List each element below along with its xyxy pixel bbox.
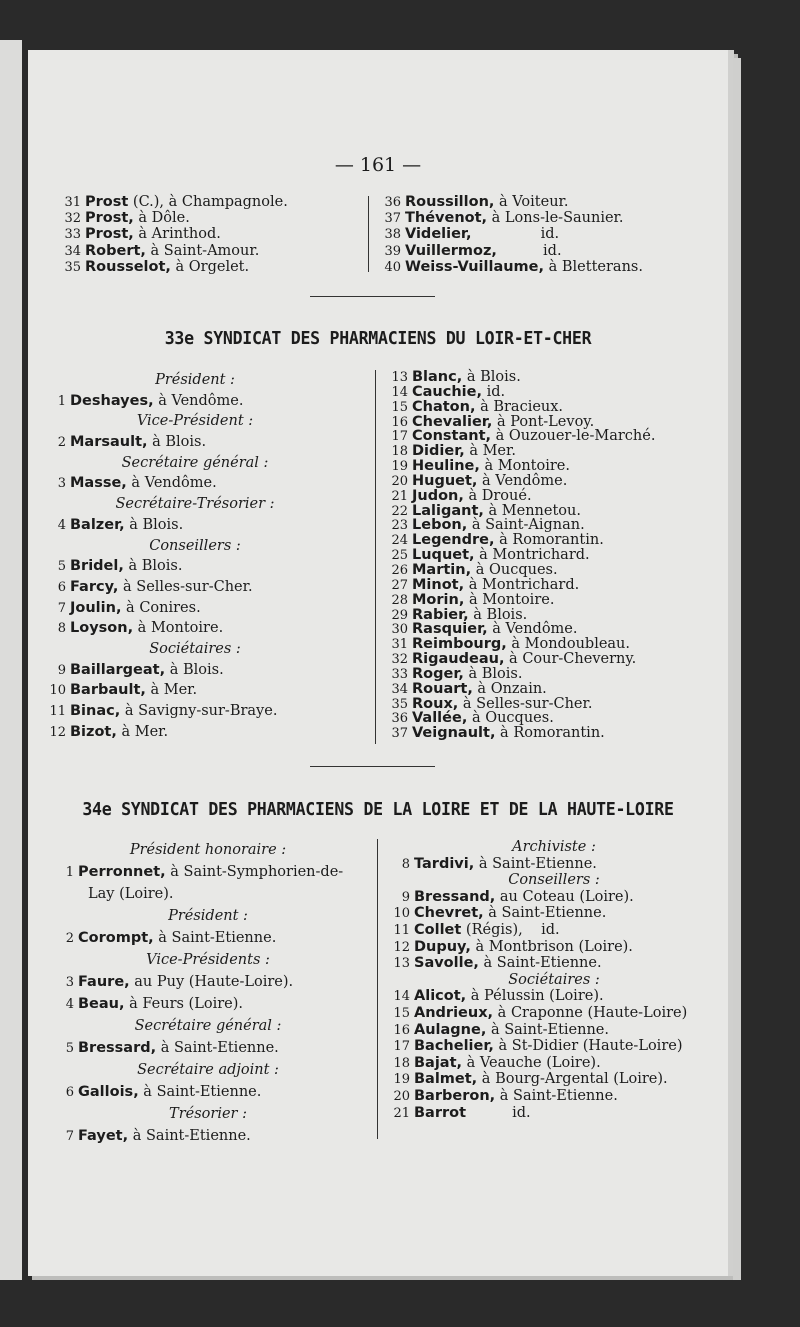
- member-location: à Veauche (Loire).: [462, 1054, 601, 1071]
- facing-page-edge: [0, 40, 22, 1280]
- member-name: Rouart,: [412, 680, 473, 697]
- member-location: à Saint-Aignan.: [467, 517, 585, 534]
- member-location: à Bletterans.: [544, 258, 643, 275]
- section-34-heading: 34e SYNDICAT DES PHARMACIENS DE LA LOIRE ET DE LA HAUTE-LOIRE: [82, 799, 674, 820]
- member-location: à Craponne (Haute-Loire): [493, 1004, 688, 1021]
- member-name: Heuline,: [412, 458, 480, 475]
- role-heading: Secrétaire-Trésorier :: [115, 496, 275, 513]
- member-location: à Vendôme.: [487, 621, 578, 638]
- member-name: Thévenot,: [405, 210, 488, 227]
- member-name: Savolle,: [414, 955, 479, 972]
- entry-number: 10: [393, 906, 410, 922]
- member-name: Prost,: [85, 210, 134, 227]
- member-entry: [40, 598, 350, 619]
- member-location: à Pont-Levoy.: [492, 413, 595, 430]
- member-entry: [48, 1037, 368, 1059]
- member-location: à Saint-Amour.: [145, 242, 260, 259]
- entry-number: 28: [391, 592, 408, 608]
- entry-number: 17: [391, 429, 408, 445]
- member-entry: [384, 1005, 724, 1022]
- entry-number: 31: [391, 637, 408, 653]
- entry-number: 21: [391, 488, 408, 504]
- entry-number: 12: [393, 939, 410, 955]
- entry-number: 20: [393, 1088, 410, 1104]
- member-location: à Mer.: [464, 443, 516, 460]
- member-location: à Lons-le-Saunier.: [487, 210, 624, 227]
- entry-number: 16: [391, 414, 408, 430]
- member-entry: [40, 618, 350, 639]
- entry-number: 7: [57, 600, 66, 616]
- member-name: Tardivi,: [414, 855, 475, 872]
- member-entry: [40, 660, 350, 681]
- member-entry: [55, 226, 365, 242]
- member-name: Prost,: [85, 226, 134, 243]
- member-entry: [384, 856, 724, 873]
- member-location: à Saint-Etienne.: [474, 855, 597, 872]
- member-location: à Romorantin.: [494, 532, 604, 549]
- member-entry: [40, 722, 350, 743]
- member-entry: [382, 726, 722, 741]
- column-divider: [368, 196, 369, 272]
- member-location: à Onzain.: [472, 680, 547, 697]
- member-name: Laligant,: [412, 502, 484, 519]
- member-location: à Blois.: [124, 516, 184, 533]
- member-location: à Saint-Etienne.: [153, 930, 277, 946]
- member-name: Blanc,: [412, 369, 463, 385]
- entry-number: 3: [57, 476, 66, 492]
- member-location: à Blois.: [462, 369, 521, 385]
- member-name: Didier,: [412, 443, 465, 460]
- member-name: Fayet,: [78, 1128, 129, 1144]
- entry-number: 8: [401, 856, 410, 872]
- member-name: Vuillermoz,: [405, 242, 497, 259]
- entry-number: 35: [391, 696, 408, 712]
- member-location: à St-Didier (Haute-Loire): [493, 1038, 683, 1055]
- page-edge: [733, 58, 741, 1280]
- member-entry: [48, 971, 368, 993]
- member-entry: [384, 1088, 724, 1105]
- member-name: Alicot,: [414, 988, 467, 1005]
- entry-number: 23: [391, 518, 408, 534]
- entry-number: 15: [393, 1005, 410, 1021]
- member-location: à Mer.: [145, 682, 198, 699]
- member-entry: [55, 259, 365, 275]
- member-location: à Bourg-Argental (Loire).: [477, 1071, 668, 1088]
- entry-number: 27: [391, 577, 408, 593]
- member-entry: [55, 243, 365, 259]
- member-location: à Selles-sur-Cher.: [458, 695, 593, 712]
- entry-number: 32: [391, 652, 408, 668]
- member-name: Reimbourg,: [412, 636, 507, 653]
- role-heading: Secrétaire général :: [121, 454, 269, 471]
- member-location: à Blois.: [165, 661, 224, 678]
- member-location: à Oucques.: [471, 561, 558, 578]
- member-location: à Vendôme.: [153, 392, 244, 409]
- entry-number: 21: [393, 1105, 410, 1121]
- member-entry: [382, 548, 722, 563]
- member-name: Binac,: [70, 703, 121, 719]
- member-name: Legendre,: [412, 532, 495, 549]
- role-heading: Vice-Président :: [136, 413, 254, 430]
- member-location: au Puy (Haute-Loire).: [129, 974, 294, 990]
- entry-number: 38: [384, 227, 401, 243]
- member-location: à Saint-Etienne.: [486, 1021, 610, 1038]
- member-location: à Vendôme.: [477, 472, 568, 489]
- member-location: à Blois.: [468, 606, 528, 623]
- member-entry: [382, 637, 722, 652]
- member-location: à Saint-Etienne.: [138, 1084, 262, 1100]
- member-location: à Montoire.: [464, 591, 555, 608]
- member-entry: [382, 667, 722, 682]
- section-34-left-column: [48, 839, 368, 1147]
- member-location: à Mondoubleau.: [506, 636, 631, 653]
- role-heading: Président :: [155, 372, 235, 388]
- member-entry: [382, 429, 722, 444]
- member-entry: [384, 1022, 724, 1039]
- member-entry: [384, 1071, 724, 1088]
- entry-number: 24: [391, 533, 408, 549]
- member-location: à Arinthod.: [133, 226, 221, 243]
- member-name: Dupuy,: [414, 938, 471, 955]
- member-location: à Orgelet.: [170, 258, 250, 275]
- section-rule: [310, 296, 435, 297]
- member-name: Bachelier,: [414, 1038, 494, 1055]
- entry-number: 32: [64, 211, 81, 227]
- role-heading: Conseillers :: [149, 537, 241, 554]
- member-location: à Mennetou.: [483, 502, 581, 519]
- entry-number: 37: [391, 726, 408, 742]
- member-entry: [48, 927, 368, 949]
- member-name: Marsault,: [70, 434, 148, 451]
- member-name: Prost: [85, 194, 129, 210]
- entry-number: 26: [391, 562, 408, 578]
- entry-number: 29: [391, 607, 408, 623]
- member-entry: [40, 515, 350, 536]
- member-name: Morin,: [412, 591, 465, 608]
- entry-number: 36: [391, 711, 408, 727]
- entry-number: 6: [65, 1085, 74, 1100]
- member-name: Veignault,: [412, 725, 496, 742]
- entry-number: 6: [57, 579, 66, 595]
- entry-number: 25: [391, 548, 408, 564]
- member-entry: [384, 1038, 724, 1055]
- member-name: Rasquier,: [412, 621, 488, 638]
- member-name: Deshayes,: [70, 392, 154, 409]
- member-location: id.: [496, 242, 562, 259]
- entry-number: 40: [384, 259, 401, 275]
- entry-number: 19: [391, 459, 408, 475]
- member-location: à Saint-Etienne.: [495, 1087, 618, 1104]
- entry-number: 3: [65, 975, 74, 990]
- entry-number: 18: [391, 444, 408, 460]
- role-heading: Conseillers :: [508, 872, 600, 889]
- entry-number: 33: [391, 666, 408, 682]
- member-location: à Vendôme.: [126, 475, 217, 492]
- member-name: Vallée,: [412, 710, 468, 727]
- member-name: Chevret,: [414, 905, 484, 922]
- member-name: Beau,: [78, 996, 125, 1012]
- member-location: à Saint-Etienne.: [478, 955, 602, 972]
- entry-number: 18: [393, 1055, 410, 1071]
- member-name: Farcy,: [70, 578, 119, 595]
- member-entry: [375, 210, 715, 226]
- entry-continuation: Lay (Loire).: [88, 886, 174, 902]
- member-entry: [384, 889, 724, 906]
- member-entry: [384, 955, 724, 972]
- member-name: Videlier,: [405, 226, 472, 243]
- member-location: à Ouzouer-le-Marché.: [491, 428, 656, 445]
- member-entry: [40, 391, 350, 412]
- member-location: à Feurs (Loire).: [124, 996, 243, 1012]
- member-location: à Montbrison (Loire).: [470, 938, 633, 955]
- member-entry: [382, 578, 722, 593]
- member-entry: [382, 444, 722, 459]
- role-heading: Sociétaires :: [149, 640, 241, 657]
- member-name: Joulin,: [70, 599, 122, 616]
- role-heading: Trésorier :: [169, 1106, 247, 1122]
- member-name: Bajat,: [414, 1054, 463, 1071]
- entry-number: 14: [393, 989, 410, 1005]
- member-name: Weiss-Vuillaume,: [405, 258, 545, 275]
- member-entry: [48, 861, 368, 883]
- member-name: Gallois,: [78, 1084, 139, 1100]
- member-location: à Conires.: [121, 599, 201, 616]
- member-name: Luquet,: [412, 547, 475, 564]
- entry-number: 11: [393, 922, 410, 938]
- member-name: Minot,: [412, 576, 465, 593]
- member-entry: [48, 1081, 368, 1103]
- member-location: à Saint-Etienne.: [483, 905, 607, 922]
- entry-number: 11: [49, 704, 66, 719]
- entry-number: 8: [57, 621, 66, 637]
- member-location: à Pélussin (Loire).: [466, 988, 604, 1005]
- member-entry: [382, 400, 722, 415]
- member-entry: [384, 905, 724, 922]
- member-entry: [382, 682, 722, 697]
- member-name: Baillargeat,: [70, 661, 166, 678]
- member-name: Barbault,: [70, 682, 146, 699]
- member-location: à Blois.: [123, 558, 183, 575]
- entry-number: 1: [65, 865, 74, 880]
- member-name: Faure,: [78, 974, 130, 990]
- member-entry: [382, 370, 722, 385]
- member-name: Roussillon,: [405, 194, 495, 210]
- section-33-heading: 33e SYNDICAT DES PHARMACIENS DU LOIR-ET-CHER: [164, 328, 592, 349]
- member-name: Chevalier,: [412, 413, 493, 430]
- entry-number: 36: [384, 195, 401, 210]
- member-location: à Saint-Symphorien-de-: [165, 864, 344, 880]
- entry-number: 9: [401, 889, 410, 905]
- entry-number: 35: [64, 259, 81, 275]
- entry-number: 13: [391, 370, 408, 385]
- member-name: Balmet,: [414, 1071, 478, 1088]
- entry-number: 30: [391, 622, 408, 638]
- member-name: Barberon,: [414, 1087, 496, 1104]
- top-right-column: [375, 194, 715, 275]
- entry-number: 1: [57, 393, 66, 409]
- member-location: à Bracieux.: [475, 398, 564, 415]
- member-location: à Saint-Etienne.: [128, 1128, 251, 1144]
- member-location: id.: [471, 226, 560, 243]
- role-heading: Président honoraire :: [129, 842, 287, 858]
- member-entry: [384, 1105, 724, 1122]
- member-entry: [384, 922, 724, 939]
- member-entry: [48, 1125, 368, 1147]
- member-location: à Montrichard.: [464, 576, 580, 593]
- member-name: Martin,: [412, 561, 472, 578]
- section-rule: [310, 766, 435, 767]
- member-entry: [40, 556, 350, 577]
- member-name: Roux,: [412, 695, 459, 712]
- member-entry: [375, 259, 715, 275]
- entry-number: 9: [57, 662, 66, 678]
- member-entry: [384, 1055, 724, 1072]
- member-name: Bressand,: [414, 888, 496, 905]
- section-33-left-column: [40, 370, 350, 742]
- member-location: (Régis), id.: [461, 921, 560, 938]
- member-entry: [55, 210, 365, 226]
- entry-number: 5: [65, 1041, 74, 1056]
- member-entry: [382, 652, 722, 667]
- member-location: à Selles-sur-Cher.: [118, 578, 253, 595]
- entry-number: 15: [391, 399, 408, 415]
- member-name: Constant,: [412, 428, 492, 445]
- entry-number: 4: [65, 997, 74, 1012]
- column-divider: [377, 839, 378, 1139]
- role-heading: Président :: [168, 908, 248, 924]
- member-name: Balzer,: [70, 516, 125, 533]
- member-location: à Voiteur.: [494, 194, 569, 210]
- member-location: à Montoire.: [133, 620, 224, 637]
- member-location: à Dôle.: [133, 210, 190, 227]
- entry-number: 33: [64, 227, 81, 243]
- entry-number: 13: [393, 956, 410, 972]
- member-entry: [40, 577, 350, 598]
- member-entry: [382, 593, 722, 608]
- member-entry: [40, 473, 350, 494]
- entry-number: 39: [384, 243, 401, 259]
- member-location: à Montrichard.: [474, 547, 590, 564]
- role-heading: Secrétaire général :: [134, 1018, 282, 1034]
- entry-number: 4: [57, 517, 66, 533]
- member-entry: [375, 243, 715, 259]
- member-entry: [382, 533, 722, 548]
- member-name: Rousselot,: [85, 258, 171, 275]
- entry-number: 10: [49, 683, 66, 699]
- entry-number: 19: [393, 1072, 410, 1088]
- role-heading: Secrétaire adjoint :: [137, 1062, 279, 1078]
- member-name: Aulagne,: [414, 1021, 487, 1038]
- role-heading: Vice-Présidents :: [146, 952, 270, 968]
- member-name: Bridel,: [70, 558, 124, 575]
- member-location: (C.), à Champagnole.: [128, 194, 288, 210]
- member-location: id.: [481, 383, 506, 400]
- member-name: Loyson,: [70, 620, 134, 637]
- member-location: à Oucques.: [467, 710, 554, 727]
- entry-number: 31: [64, 195, 81, 210]
- member-entry: [375, 226, 715, 242]
- member-entry: [40, 701, 350, 722]
- entry-number: 37: [384, 211, 401, 227]
- member-name: Bressard,: [78, 1040, 157, 1056]
- member-entry: [382, 385, 722, 400]
- member-entry: [382, 563, 722, 578]
- member-location: à Droué.: [463, 487, 532, 504]
- member-entry: [384, 988, 724, 1005]
- role-heading: Sociétaires :: [508, 971, 600, 988]
- member-location: à Romorantin.: [495, 725, 605, 742]
- entry-number: 14: [391, 384, 408, 400]
- member-location: à Saint-Etienne.: [156, 1040, 279, 1056]
- member-entry: [40, 680, 350, 701]
- member-entry: [48, 993, 368, 1015]
- column-divider: [375, 370, 376, 744]
- entry-number: 20: [391, 473, 408, 489]
- member-name: Huguet,: [412, 472, 478, 489]
- member-location: à Cour-Cheverny.: [504, 651, 637, 668]
- page-number: — 161 —: [334, 154, 422, 176]
- entry-number: 5: [57, 559, 66, 575]
- member-entry: [382, 622, 722, 637]
- entry-number: 34: [64, 243, 81, 259]
- section-34-right-column: [384, 839, 724, 1121]
- member-name: Perronnet,: [78, 864, 166, 880]
- member-name: Chaton,: [412, 398, 476, 415]
- member-location: à Montoire.: [479, 458, 571, 475]
- top-left-column: [55, 194, 365, 275]
- entry-number: 2: [57, 435, 66, 451]
- member-name: Lebon,: [412, 517, 468, 534]
- section-33-right-column: [382, 370, 722, 741]
- member-entry: [382, 489, 722, 504]
- member-name: Andrieux,: [414, 1004, 494, 1021]
- role-heading: Archiviste :: [512, 839, 596, 855]
- entry-number: 2: [65, 931, 74, 946]
- member-location: à Blois.: [463, 665, 523, 682]
- member-name: Robert,: [85, 242, 146, 259]
- member-location: au Coteau (Loire).: [495, 888, 634, 905]
- member-name: Masse,: [70, 475, 127, 492]
- member-entry: [40, 432, 350, 453]
- member-name: Cauchie,: [412, 383, 482, 400]
- member-name: Roger,: [412, 665, 464, 682]
- member-location: id.: [466, 1104, 531, 1121]
- entry-number: 17: [393, 1039, 410, 1055]
- member-entry: [382, 459, 722, 474]
- member-name: Bizot,: [70, 723, 117, 740]
- member-entry: [375, 194, 715, 210]
- member-name: Collet: [414, 921, 462, 938]
- member-name: Judon,: [412, 487, 464, 504]
- member-location: à Blois.: [147, 434, 207, 451]
- member-name: Rigaudeau,: [412, 651, 505, 668]
- member-name: Barrot: [414, 1104, 467, 1121]
- entry-number: 16: [393, 1022, 410, 1038]
- entry-number: 7: [65, 1129, 74, 1144]
- member-entry: [55, 194, 365, 210]
- document-page: [28, 50, 734, 1276]
- member-entry: [384, 939, 724, 956]
- member-location: à Mer.: [116, 723, 169, 740]
- member-name: Rabier,: [412, 606, 469, 623]
- entry-number: 34: [391, 681, 408, 697]
- member-name: Corompt,: [78, 930, 154, 946]
- entry-number: 12: [49, 724, 66, 740]
- entry-number: 22: [391, 503, 408, 519]
- member-entry: [382, 474, 722, 489]
- member-location: à Savigny-sur-Braye.: [120, 703, 278, 719]
